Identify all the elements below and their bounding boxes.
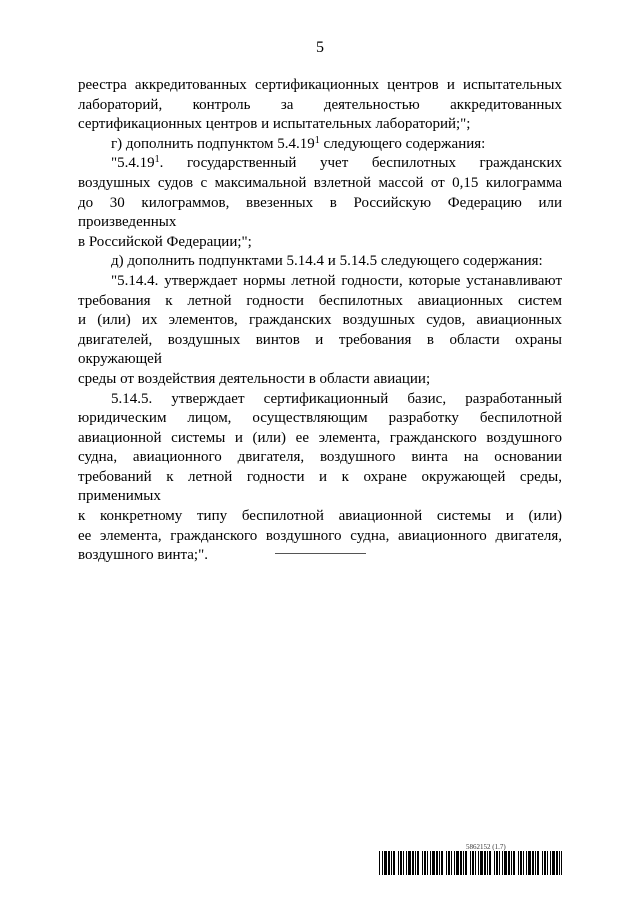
barcode-bar xyxy=(478,851,479,875)
barcode-bar xyxy=(382,851,383,875)
text-line-content: реестра аккредитованных сертификационных центров и испытательных xyxy=(78,77,562,93)
barcode-bar xyxy=(550,851,551,875)
barcode-bar xyxy=(542,851,543,875)
paragraph-5 xyxy=(78,272,562,390)
barcode-bar xyxy=(561,851,562,875)
barcode-bar xyxy=(544,851,546,875)
document-id: 5862152 (1.7) xyxy=(466,843,506,851)
barcode-bar xyxy=(427,851,428,875)
barcode-bar xyxy=(487,851,488,875)
text-line xyxy=(78,154,562,174)
barcode-icon xyxy=(379,851,562,875)
barcode-bar xyxy=(475,851,476,875)
barcode-bar xyxy=(391,851,392,875)
text-line: к конкретному типу беспилотной авиационной системы и (или) xyxy=(78,508,562,525)
text-line: среды от воздействия деятельности в области авиации; xyxy=(78,370,431,387)
text-fragment: . государственный учет беспилотных гражданских xyxy=(159,155,562,172)
text-line: ее элемента, гражданского воздушного судна, авиационного двигателя, xyxy=(78,527,562,544)
barcode-bar xyxy=(556,851,558,875)
paragraph-1 xyxy=(78,76,562,135)
barcode-bar xyxy=(403,851,404,875)
text-line: воздушных судов с максимальной взлетной массой от 0,15 килограмма xyxy=(78,174,562,191)
paragraph-3 xyxy=(78,154,562,252)
page-number: 5 xyxy=(316,39,324,56)
barcode-bar xyxy=(448,851,450,875)
text-line: юридическим лицом, осуществляющим разработку беспилотной xyxy=(78,410,562,427)
barcode-bar xyxy=(537,851,539,875)
barcode-bar xyxy=(379,851,380,875)
text-fragment: "5.4.19 xyxy=(111,155,155,172)
barcode-bar xyxy=(513,851,515,875)
barcode-bar xyxy=(446,851,447,875)
text-line: до 30 килограммов, ввезенных в Российскую Федерацию или произведенных xyxy=(78,194,562,231)
text-line: авиационной системы и (или) ее элемента, гражданского воздушного xyxy=(78,429,562,446)
barcode-bar xyxy=(393,851,395,875)
superscript: 1 xyxy=(314,134,320,146)
barcode-bar xyxy=(456,851,459,875)
barcode-bar xyxy=(494,851,495,875)
barcode-bar xyxy=(523,851,524,875)
barcode-bar xyxy=(559,851,560,875)
text-line: сертификационных центров и испытательных лабораторий;"; xyxy=(78,116,471,133)
document-body xyxy=(78,76,562,566)
text-line: "5.14.4. утверждает нормы летной годности, которые устанавливают xyxy=(111,272,562,289)
barcode-bar xyxy=(439,851,440,875)
barcode-bar xyxy=(502,851,503,875)
barcode-bar xyxy=(470,851,471,875)
text-line: и (или) их элементов, гражданских воздушных судов, авиационных xyxy=(78,312,562,329)
barcode-bar xyxy=(532,851,534,875)
barcode-bar xyxy=(520,851,522,875)
barcode-bar xyxy=(472,851,474,875)
barcode-bar xyxy=(400,851,402,875)
barcode-bar xyxy=(398,851,399,875)
barcode-bar xyxy=(432,851,435,875)
barcode-bar xyxy=(430,851,431,875)
barcode-bar xyxy=(424,851,426,875)
barcode-bar xyxy=(406,851,407,875)
barcode-bar xyxy=(454,851,455,875)
barcode-bar xyxy=(384,851,387,875)
barcode-bar xyxy=(480,851,483,875)
text-fragment: следующего содержания: xyxy=(319,135,486,152)
barcode-bar xyxy=(451,851,452,875)
superscript: 1 xyxy=(154,154,160,166)
barcode-bar xyxy=(535,851,536,875)
barcode-bar xyxy=(417,851,419,875)
text-line: 5.14.5. утверждает сертификационный базис, разработанный xyxy=(111,390,562,407)
barcode-bar xyxy=(412,851,414,875)
barcode-bar xyxy=(460,851,462,875)
barcode-bar xyxy=(408,851,411,875)
barcode-bar xyxy=(422,851,423,875)
separator-line xyxy=(275,553,366,554)
barcode-bar xyxy=(504,851,507,875)
barcode-bar xyxy=(511,851,512,875)
barcode-bar xyxy=(496,851,498,875)
text-line xyxy=(78,76,562,96)
barcode-bar xyxy=(526,851,527,875)
barcode-bar xyxy=(465,851,467,875)
barcode-bar xyxy=(463,851,464,875)
barcode-bar xyxy=(436,851,438,875)
barcode-bar xyxy=(547,851,548,875)
barcode-bar xyxy=(388,851,390,875)
text-line: требования к летной годности беспилотных авиационных систем xyxy=(78,292,562,309)
barcode-bar xyxy=(441,851,443,875)
text-line: воздушного винта;". xyxy=(78,547,208,564)
barcode-bar xyxy=(484,851,486,875)
barcode-bar xyxy=(552,851,555,875)
text-line: двигателей, воздушных винтов и требования в области охраны окружающей xyxy=(78,331,562,368)
text-line: требований к летной годности и к охране окружающей среды, применимых xyxy=(78,468,562,505)
text-fragment: г) дополнить подпунктом 5.4.19 xyxy=(111,135,315,152)
barcode-bar xyxy=(499,851,500,875)
barcode-bar xyxy=(528,851,531,875)
text-line: лабораторий, контроль за деятельностью аккредитованных xyxy=(78,96,562,113)
barcode-bar xyxy=(518,851,519,875)
barcode-bar xyxy=(415,851,416,875)
barcode-bar xyxy=(489,851,491,875)
text-line: судна, авиационного двигателя, воздушного винта на основании xyxy=(78,449,562,466)
paragraph-4: д) дополнить подпунктами 5.14.4 и 5.14.5 следующего содержания: xyxy=(111,253,543,270)
paragraph-6 xyxy=(78,390,562,566)
paragraph-2 xyxy=(78,135,562,155)
text-line: в Российской Федерации;"; xyxy=(78,233,252,250)
barcode-bar xyxy=(508,851,510,875)
